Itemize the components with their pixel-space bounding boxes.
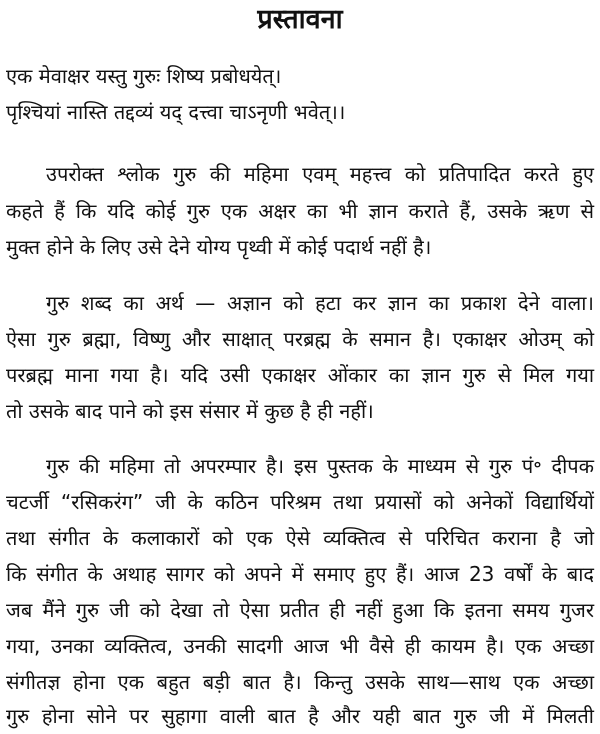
- paragraph-line: ऐसा गुरु ब्रह्मा, विष्णु और साक्षात् परब्रह्म के समान है। एकाक्षर ओउम् को: [6, 327, 594, 351]
- paragraph-line: कहते हैं कि यदि कोई गुरु एक अक्षर का भी ज्ञान कराते हैं, उसके ऋण से: [6, 199, 594, 223]
- shloka-line: पृश्चियां नास्ति तद्दव्यं यद् दत्त्वा चाऽनृणी भवेत्।।: [6, 100, 346, 124]
- paragraph-line: संगीतज्ञ होना एक बहुत बड़ी बात है। किन्तु उसके साथ—साथ एक अच्छा: [6, 670, 594, 694]
- page-title: प्रस्तावना: [257, 4, 343, 35]
- paragraph-line: गुरु शब्द का अर्थ — अज्ञान को हटा कर ज्ञान का प्रकाश देने वाला।: [46, 291, 594, 315]
- paragraph-line: मुक्त होने के लिए उसे देने योग्य पृथ्वी में कोई पदार्थ नहीं है।: [6, 235, 432, 259]
- paragraph-line: चटर्जी “रसिकरंग” जी के कठिन परिश्रम तथा प्रयासों को अनेकों विद्यार्थियों: [6, 490, 594, 514]
- paragraph-line: कि संगीत के अथाह सागर को अपने में समाए हुए हैं। आज 23 वर्षों के बाद: [6, 562, 594, 586]
- shloka-line: एक मेवाक्षर यस्तु गुरुः शिष्य प्रबोधयेत्।: [6, 64, 282, 88]
- paragraph-line: तथा संगीत के कलाकारों को एक ऐसे व्यक्तित्व से परिचित कराना है जो: [6, 526, 594, 550]
- paragraph-line: परब्रह्म माना गया है। यदि उसी एकाक्षर ओंकार का ज्ञान गुरु से मिल गया: [6, 363, 594, 387]
- paragraph-line: गया, उनका व्यक्तित्व, उनकी सादगी आज भी वैसे ही कायम है। एक अच्छा: [6, 634, 594, 658]
- paragraph-line: गुरु की महिमा तो अपरम्पार है। इस पुस्तक के माध्यम से गुरु पं॰ दीपक: [46, 454, 594, 478]
- paragraph-line: जब मैंने गुरु जी को देखा तो ऐसा प्रतीत ही नहीं हुआ कि इतना समय गुजर: [6, 598, 594, 622]
- paragraph-line: गुरु होना सोने पर सुहागा वाली बात है और यही बात गुरु जी में मिलती: [6, 704, 594, 728]
- paragraph-line: उपरोक्त श्लोक गुरु की महिमा एवम् महत्त्व को प्रतिपादित करते हुए: [46, 162, 594, 186]
- paragraph-line: तो उसके बाद पाने को इस संसार में कुछ है ही नहीं।: [6, 399, 374, 423]
